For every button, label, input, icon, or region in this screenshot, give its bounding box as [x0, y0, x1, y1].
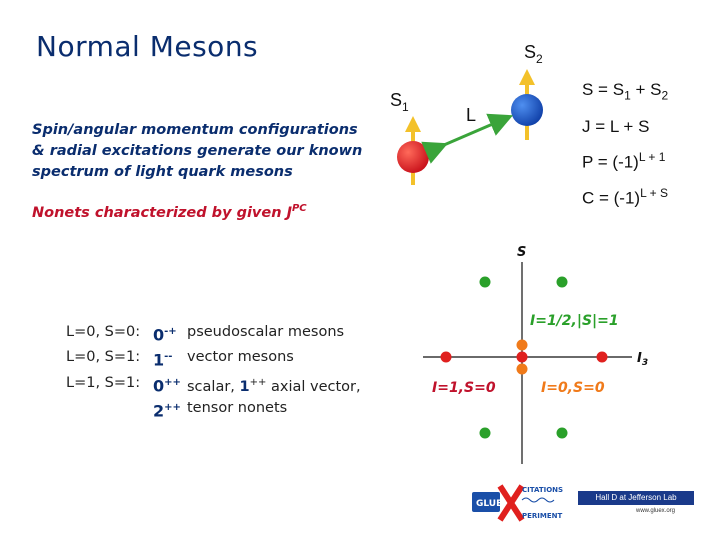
gluex-logo	[472, 486, 563, 520]
description-line: spectrum of light quark mesons	[32, 164, 293, 180]
s2-label: $S_2$	[524, 42, 543, 66]
formula-block	[582, 74, 668, 214]
formula-j: J = L + S	[582, 117, 650, 137]
nonets-text: Nonets characterized by given J	[32, 204, 292, 221]
s1-label: $S_1$	[390, 90, 409, 114]
red-dot	[517, 352, 528, 363]
spin-diagram	[390, 42, 543, 185]
nonet-plot	[423, 245, 648, 464]
red-dot	[597, 352, 608, 363]
list-label: L=1, S=1:	[66, 374, 141, 391]
list-label: L=0, S=0:	[66, 324, 141, 340]
red-quark-ball	[397, 141, 429, 173]
list-quantum: 0-+	[153, 325, 177, 345]
nonets-sup: PC	[291, 203, 307, 214]
red-dot	[441, 352, 452, 363]
green-dot	[557, 428, 568, 439]
s-axis-label: S	[517, 245, 527, 260]
spin-arrowhead-2	[519, 69, 535, 85]
description-line: & radial excitations generate our known	[32, 143, 363, 159]
orange-dot	[517, 340, 528, 351]
green-dot	[480, 277, 491, 288]
spin-arrowhead-1	[405, 116, 421, 132]
lab-banner: Hall D at Jefferson Lab	[578, 491, 694, 505]
formula-cparity: $C = (-1)^{L + S}$	[582, 186, 669, 208]
logo-x-icon	[500, 486, 522, 520]
blue-quark-ball	[511, 94, 543, 126]
list-label: L=0, S=1:	[66, 349, 141, 366]
page-title: Normal Mesons	[36, 30, 259, 63]
list-text: vector mesons	[187, 349, 294, 366]
label-isoscalar: I=0,S=0	[541, 380, 605, 396]
description-line: Spin/angular momentum configurations	[32, 122, 358, 138]
label-strange: I=1/2,|S|=1	[530, 313, 619, 329]
logo-wave-icon	[522, 498, 554, 502]
list-text: tensor nonets	[187, 400, 288, 417]
logo-line-1: CITATIONS	[522, 486, 564, 494]
site-url: www.gluex.org	[636, 508, 676, 514]
list-quantum: 2++	[153, 401, 181, 421]
formula-spin: $S = S_1 + S_2$	[582, 80, 669, 103]
logo-line-2: PERIMENT	[522, 512, 563, 520]
list-text: pseudoscalar mesons	[187, 324, 345, 340]
list-text: scalar, 1++ axial vector,	[187, 376, 361, 395]
l-label: L	[466, 105, 477, 125]
logo-glue-text: GLUE	[476, 499, 503, 509]
list-quantum: 1--	[153, 350, 173, 370]
list-quantum: 0++	[153, 375, 181, 395]
green-dot	[480, 428, 491, 439]
i3-axis-label: $I_3$	[637, 351, 649, 368]
green-dot	[557, 277, 568, 288]
orange-dot	[517, 364, 528, 375]
formula-parity: $P = (-1)^{L + 1}$	[582, 150, 666, 173]
label-isovector: I=1,S=0	[432, 380, 496, 396]
